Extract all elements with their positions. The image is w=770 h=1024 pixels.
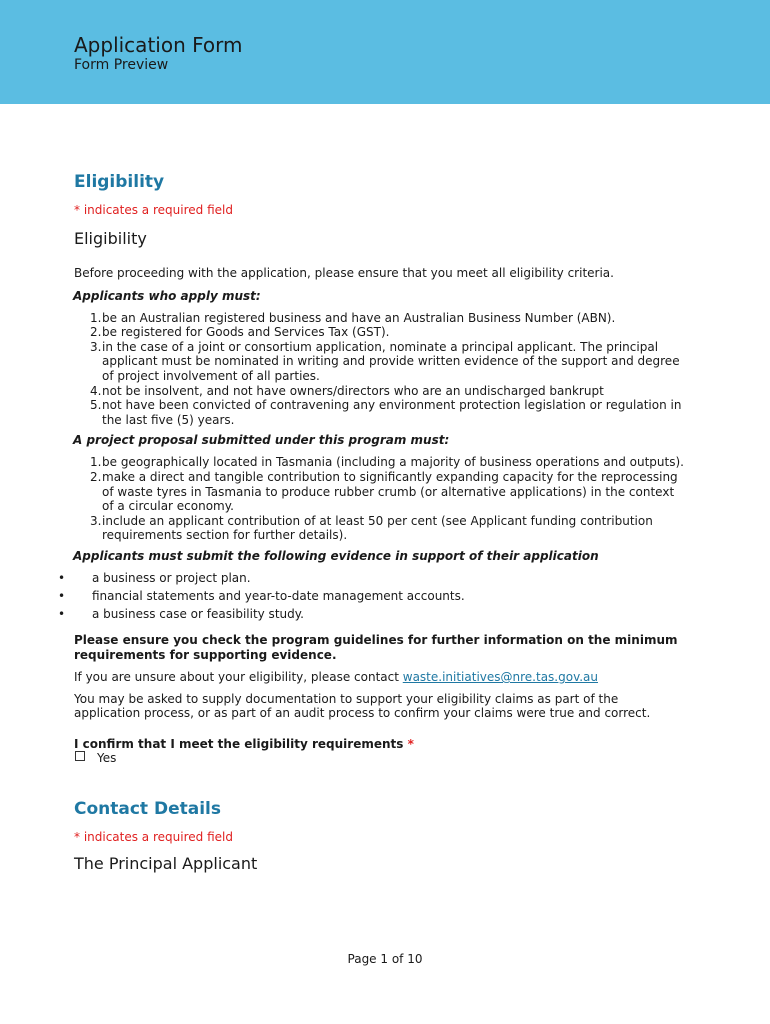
contact-email-link[interactable]: waste.initiatives@nre.tas.gov.au xyxy=(402,670,599,685)
checkbox-label: Yes xyxy=(97,751,117,766)
proposal-heading: A project proposal submitted under this program must: xyxy=(73,433,450,448)
confirm-label xyxy=(74,737,684,752)
list-item: • financial statements and year-to-date management accounts. xyxy=(58,588,465,603)
applicants-list xyxy=(74,311,684,428)
applicants-heading: Applicants who apply must: xyxy=(73,288,261,303)
proposal-list xyxy=(74,455,684,543)
list-item: 2. be registered for Goods and Services Tax (GST). xyxy=(90,325,390,340)
contact-note-text: If you are unsure about your eligibility, please contact xyxy=(74,670,403,685)
eligibility-section-title: Eligibility xyxy=(74,172,165,192)
documentation-note: You may be asked to supply documentation to support your eligibility claims as part of the application process, or as part of an audit process to confirm your claims were true and correct. xyxy=(74,691,651,721)
guidelines-note: Please ensure you check the program guidelines for further information on the minimum requirements for supporting evidence. xyxy=(74,632,678,662)
page-number: Page 1 of 10 xyxy=(347,952,423,966)
list-item: 1. be an Australian registered business and have an Australian Business Number (ABN). xyxy=(90,310,616,325)
list-item: 1. be geographically located in Tasmania (including a majority of business operations and outputs). xyxy=(90,455,684,470)
list-item: 2. make a direct and tangible contribution to significantly expanding capacity for the reprocessing of waste tyres in Tasmania to produce rubber crumb (or alternative applications) in the context of a circular economy. xyxy=(90,469,678,514)
list-item: 3. in the case of a joint or consortium application, nominate a principal applicant. The principal applicant must be nominated in writing and provide written evidence of the support and degree of project involvement of all parties. xyxy=(90,339,680,383)
confirm-label-text: I confirm that I meet the eligibility requirements xyxy=(74,736,404,751)
evidence-list xyxy=(58,569,684,623)
eligibility-sub-title: Eligibility xyxy=(74,229,147,248)
eligibility-intro: Before proceeding with the application, please ensure that you meet all eligibility criteria. xyxy=(74,266,614,280)
list-item: 5. not have been convicted of contravening any environment protection legislation or regulation in the last five (5) years. xyxy=(90,398,682,427)
form-title: Application Form xyxy=(74,33,243,57)
required-field-note: * indicates a required field xyxy=(74,203,233,217)
list-item: 4. not be insolvent, and not have owners/directors who are an undischarged bankrupt xyxy=(90,383,604,398)
principal-applicant-title: The Principal Applicant xyxy=(74,854,258,874)
confirm-option[interactable] xyxy=(74,751,684,766)
required-star: * xyxy=(407,736,414,751)
contact-note xyxy=(74,670,684,685)
list-item: 3. include an applicant contribution of at least 50 per cent (see Applicant funding contribution requirements section for further details). xyxy=(90,513,653,543)
form-header xyxy=(0,0,770,104)
form-content xyxy=(58,170,684,875)
checkbox[interactable] xyxy=(75,751,85,761)
evidence-heading: Applicants must submit the following evidence in support of their application xyxy=(73,548,599,563)
form-subtitle: Form Preview xyxy=(74,57,169,73)
list-item: • a business case or feasibility study. xyxy=(58,606,304,621)
contact-section-title: Contact Details xyxy=(74,799,221,820)
list-item: • a business or project plan. xyxy=(58,570,251,585)
required-field-note: * indicates a required field xyxy=(74,830,233,845)
